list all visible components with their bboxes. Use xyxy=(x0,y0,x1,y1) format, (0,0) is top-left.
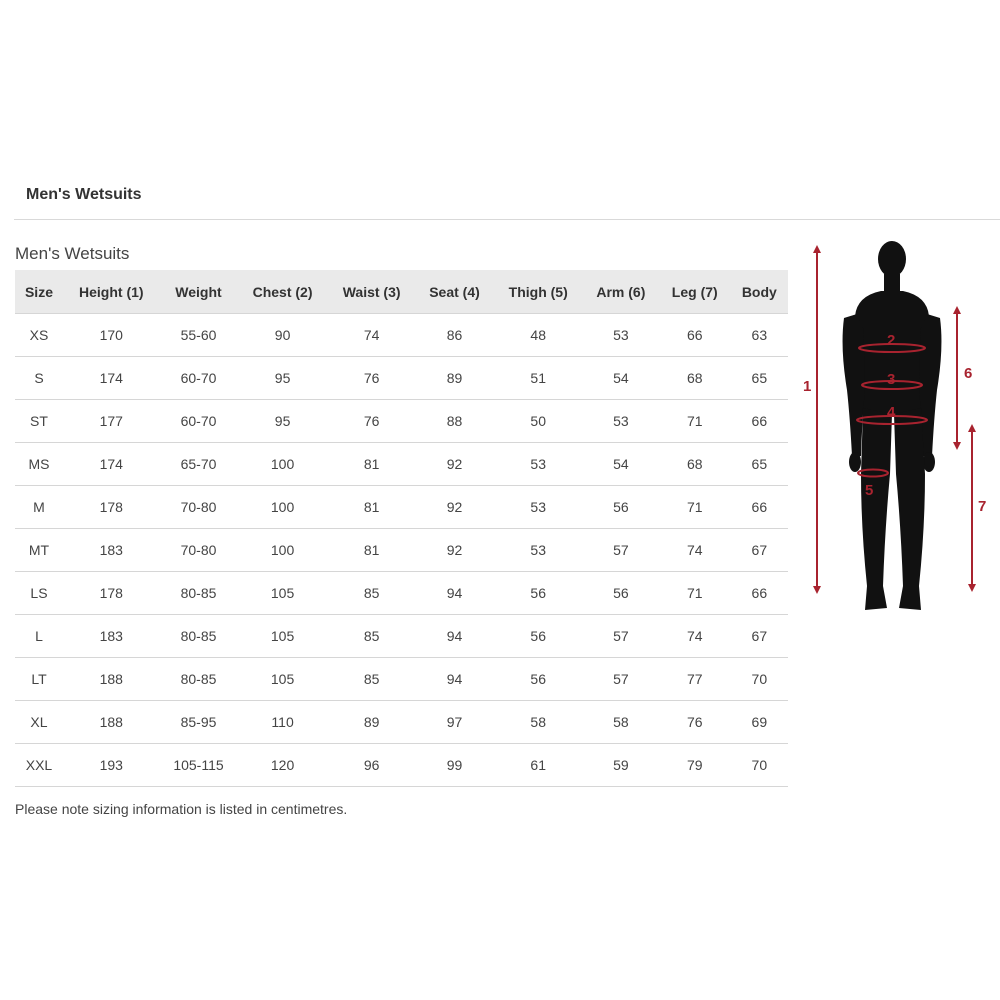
table-row xyxy=(15,572,788,615)
table-cell: 170 xyxy=(63,314,160,357)
table-cell: 60-70 xyxy=(160,400,238,443)
table-cell: 80-85 xyxy=(160,658,238,701)
table-cell: 120 xyxy=(237,744,327,787)
arm-label: 6 xyxy=(964,365,973,382)
sizing-note: Please note sizing information is listed in centimetres. xyxy=(15,801,348,817)
column-header: Leg (7) xyxy=(659,270,731,314)
table-cell: 65 xyxy=(731,357,788,400)
table-cell: 54 xyxy=(583,443,659,486)
table-cell: 56 xyxy=(583,572,659,615)
column-header: Arm (6) xyxy=(583,270,659,314)
table-cell: 89 xyxy=(415,357,493,400)
table-cell: 48 xyxy=(494,314,583,357)
size-table-body xyxy=(15,314,788,787)
table-cell: 56 xyxy=(494,572,583,615)
column-header: Size xyxy=(15,270,63,314)
table-cell: 90 xyxy=(237,314,327,357)
table-cell: 81 xyxy=(328,529,416,572)
table-cell: 55-60 xyxy=(160,314,238,357)
table-cell: 105 xyxy=(237,658,327,701)
table-cell: 71 xyxy=(659,400,731,443)
table-cell: 193 xyxy=(63,744,160,787)
table-row xyxy=(15,357,788,400)
table-cell: 63 xyxy=(731,314,788,357)
table-cell: 100 xyxy=(237,529,327,572)
table-cell: 60-70 xyxy=(160,357,238,400)
table-cell: 68 xyxy=(659,357,731,400)
table-cell: 85 xyxy=(328,658,416,701)
table-cell: 188 xyxy=(63,701,160,744)
table-cell: 86 xyxy=(415,314,493,357)
table-cell: 66 xyxy=(731,486,788,529)
table-cell: 110 xyxy=(237,701,327,744)
waist-label: 3 xyxy=(887,371,896,388)
table-cell: 53 xyxy=(583,314,659,357)
header-row xyxy=(15,270,788,314)
column-header: Chest (2) xyxy=(237,270,327,314)
table-cell: 92 xyxy=(415,529,493,572)
table-cell: 178 xyxy=(63,486,160,529)
table-cell: 57 xyxy=(583,658,659,701)
table-cell: 74 xyxy=(659,529,731,572)
table-cell: 70 xyxy=(731,744,788,787)
size-cell: MT xyxy=(15,529,63,572)
table-cell: 66 xyxy=(731,572,788,615)
table-cell: 53 xyxy=(494,443,583,486)
size-table-header xyxy=(15,270,788,314)
table-cell: 95 xyxy=(237,400,327,443)
table-cell: 105-115 xyxy=(160,744,238,787)
table-cell: 61 xyxy=(494,744,583,787)
table-cell: 68 xyxy=(659,443,731,486)
table-cell: 81 xyxy=(328,443,416,486)
size-cell: L xyxy=(15,615,63,658)
table-cell: 57 xyxy=(583,529,659,572)
table-cell: 88 xyxy=(415,400,493,443)
table-cell: 174 xyxy=(63,443,160,486)
table-cell: 85 xyxy=(328,572,416,615)
table-cell: 58 xyxy=(583,701,659,744)
column-header: Waist (3) xyxy=(328,270,416,314)
chest-label: 2 xyxy=(887,332,896,349)
size-cell: LT xyxy=(15,658,63,701)
size-cell: XS xyxy=(15,314,63,357)
table-cell: 74 xyxy=(659,615,731,658)
table-row xyxy=(15,400,788,443)
table-cell: 105 xyxy=(237,615,327,658)
size-cell: XL xyxy=(15,701,63,744)
table-cell: 58 xyxy=(494,701,583,744)
table-cell: 77 xyxy=(659,658,731,701)
table-cell: 66 xyxy=(659,314,731,357)
table-cell: 81 xyxy=(328,486,416,529)
table-cell: 67 xyxy=(731,529,788,572)
size-cell: ST xyxy=(15,400,63,443)
table-cell: 70 xyxy=(731,658,788,701)
body-silhouette-icon xyxy=(843,241,942,610)
column-header: Seat (4) xyxy=(415,270,493,314)
size-cell: M xyxy=(15,486,63,529)
table-cell: 53 xyxy=(494,529,583,572)
table-row xyxy=(15,701,788,744)
table-row xyxy=(15,744,788,787)
table-cell: 92 xyxy=(415,486,493,529)
table-title: Men's Wetsuits xyxy=(15,244,130,263)
table-cell: 50 xyxy=(494,400,583,443)
section-heading: Men's Wetsuits xyxy=(26,186,142,203)
table-cell: 92 xyxy=(415,443,493,486)
size-cell: MS xyxy=(15,443,63,486)
table-cell: 79 xyxy=(659,744,731,787)
table-cell: 100 xyxy=(237,443,327,486)
leg-label: 7 xyxy=(978,498,987,515)
table-cell: 59 xyxy=(583,744,659,787)
table-cell: 80-85 xyxy=(160,572,238,615)
column-header: Weight xyxy=(160,270,238,314)
table-cell: 53 xyxy=(494,486,583,529)
table-cell: 177 xyxy=(63,400,160,443)
body-silhouette-diagram xyxy=(795,238,1000,618)
table-cell: 94 xyxy=(415,658,493,701)
table-cell: 65-70 xyxy=(160,443,238,486)
divider xyxy=(14,219,1000,220)
table-cell: 67 xyxy=(731,615,788,658)
table-row xyxy=(15,486,788,529)
table-cell: 183 xyxy=(63,615,160,658)
table-row xyxy=(15,615,788,658)
table-cell: 65 xyxy=(731,443,788,486)
table-cell: 76 xyxy=(328,357,416,400)
table-cell: 70-80 xyxy=(160,486,238,529)
height-label: 1 xyxy=(803,378,812,395)
table-cell: 74 xyxy=(328,314,416,357)
table-cell: 94 xyxy=(415,615,493,658)
table-cell: 105 xyxy=(237,572,327,615)
table-cell: 71 xyxy=(659,572,731,615)
table-cell: 56 xyxy=(583,486,659,529)
table-cell: 178 xyxy=(63,572,160,615)
table-cell: 97 xyxy=(415,701,493,744)
table-cell: 95 xyxy=(237,357,327,400)
table-cell: 51 xyxy=(494,357,583,400)
table-cell: 85-95 xyxy=(160,701,238,744)
table-row xyxy=(15,658,788,701)
table-cell: 174 xyxy=(63,357,160,400)
measurement-figure xyxy=(795,238,1000,618)
column-header: Thigh (5) xyxy=(494,270,583,314)
table-cell: 69 xyxy=(731,701,788,744)
table-cell: 54 xyxy=(583,357,659,400)
table-cell: 53 xyxy=(583,400,659,443)
table-cell: 80-85 xyxy=(160,615,238,658)
table-cell: 183 xyxy=(63,529,160,572)
column-header: Body xyxy=(731,270,788,314)
table-cell: 57 xyxy=(583,615,659,658)
column-header: Height (1) xyxy=(63,270,160,314)
table-cell: 99 xyxy=(415,744,493,787)
table-cell: 56 xyxy=(494,658,583,701)
size-cell: LS xyxy=(15,572,63,615)
thigh-label: 5 xyxy=(865,482,874,499)
table-cell: 76 xyxy=(659,701,731,744)
size-table xyxy=(15,270,788,787)
table-cell: 100 xyxy=(237,486,327,529)
table-cell: 71 xyxy=(659,486,731,529)
table-cell: 85 xyxy=(328,615,416,658)
table-cell: 70-80 xyxy=(160,529,238,572)
table-cell: 94 xyxy=(415,572,493,615)
table-row xyxy=(15,443,788,486)
seat-label: 4 xyxy=(887,404,896,421)
table-cell: 76 xyxy=(328,400,416,443)
table-cell: 56 xyxy=(494,615,583,658)
table-cell: 96 xyxy=(328,744,416,787)
table-row xyxy=(15,314,788,357)
table-cell: 89 xyxy=(328,701,416,744)
table-row xyxy=(15,529,788,572)
table-cell: 66 xyxy=(731,400,788,443)
table-cell: 188 xyxy=(63,658,160,701)
size-cell: XXL xyxy=(15,744,63,787)
size-cell: S xyxy=(15,357,63,400)
